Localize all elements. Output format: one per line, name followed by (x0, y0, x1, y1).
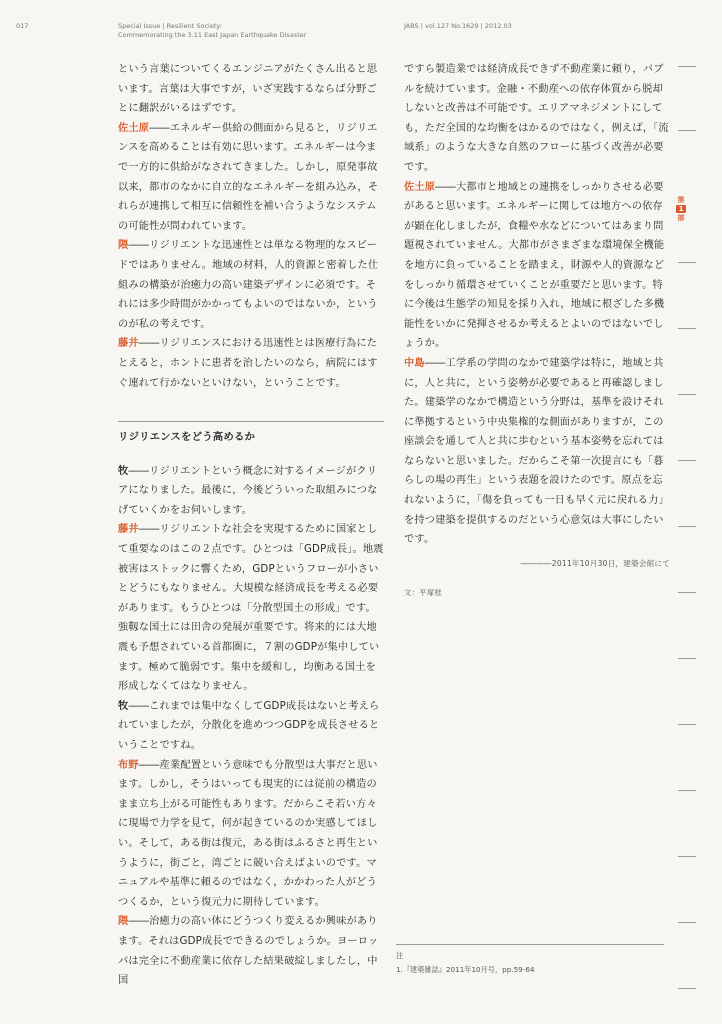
paragraph (118, 520, 384, 696)
index-tick (678, 724, 696, 725)
index-tick (678, 856, 696, 857)
paragraph (404, 178, 670, 354)
paragraph (118, 334, 384, 393)
speaker-name: 牧 (118, 465, 129, 477)
paragraph (118, 462, 384, 521)
paragraph (118, 119, 384, 237)
paragraph (118, 912, 384, 990)
speech-text: ――エネルギー供給の側面から見ると，リジリエンスを高めることは有効に思います。エネルギーは今まで一方的に供給がなされてきました。しかし，原発事故以来，都市のなかに自立的なエネルギーを組み込み，それらが連携して相互に信頼性を補い合うようなシステムの可能性が問われています。 (118, 122, 379, 232)
speaker-name: 藤井 (118, 338, 139, 350)
index-tick (678, 66, 696, 67)
section-heading: リジリエンスをどう高めるか (118, 421, 384, 448)
paragraph (118, 697, 384, 756)
speech-text: ――これまでは集中なくしてGDP成長はないと考えられていましたが，分散化を進めつつGDPを成長させるということですね。 (118, 700, 380, 751)
footnotes (396, 944, 664, 977)
chapter-prefix: 第 (677, 196, 685, 204)
speech-text: ――リジリエンスにおける迅速性とは医療行為にたとえると，ホントに患者を治したいのなら，病院にはすぐ連れて行かないといけない，ということです。 (118, 338, 378, 389)
chapter-tab (676, 196, 686, 222)
speaker-name: 佐土原 (118, 122, 150, 134)
speaker-name: 藤井 (118, 524, 139, 536)
speaker-name: 隈 (118, 916, 129, 928)
speech-text: ――治癒力の高い体にどうつくり変えるか興味があります。それはGDP成長でできるのでしょうか。ヨーロッパは完全に不動産業に依存した結果破綻しましたし，中国 (118, 916, 379, 987)
issue-title-line2: Commemorating the 3.11 East Japan Earthquake Disaster (118, 31, 307, 39)
paragraph (118, 756, 384, 913)
index-tick (678, 922, 696, 923)
paragraph (118, 236, 384, 334)
paragraph: ですら製造業では経済成長できず不動産業に頼り，バブルを続けています。金融・不動産への依存体質から脱却しないと改善は不可能です。エリアマネジメントにしても，ただ全国的な均衡をはかるのではなく，例えば，「流域系」のような大きな自然のフローに基づく改善が必要です。 (404, 64, 669, 173)
speaker-name: 隈 (118, 240, 129, 252)
paragraph (404, 354, 670, 550)
speech-text: ――リジリエントという概念に対するイメージがクリアになりました。最後に，今後どういった取組みにつなげていくかをお伺いします。 (118, 465, 378, 516)
index-tick (678, 658, 696, 659)
paragraph: という言葉についてくるエンジニアがたくさん出ると思います。言葉は大事ですが，いざ実践するならば分野ごとに翻訳がいるはずです。 (118, 64, 378, 115)
closing-note: ――――2011年10月30日，建築会館にて (520, 558, 670, 568)
index-tick (678, 988, 696, 989)
speaker-name: 佐土原 (404, 181, 436, 193)
speech-text: ――リジリエントな社会を実現するために国家として重要なのはこの２点です。ひとつは「GDP成長」。地震被害はストックに響くため，GDPというフローが小さいとどうにもなりません。大規模な経済成長を考える必要があります。もうひとつは「分散型国土の形成」です。強靱な国土には田舎の発展が重要です。将来的には大地震も予想されている首都圏に，７割のGDPが集中しています。極めて脆弱です。集中を緩和し，均衡ある国土を形成しなくてはなりません。 (118, 524, 384, 693)
chapter-number: 1 (676, 205, 686, 213)
right-column (404, 60, 670, 603)
issue-title-line1: Special Issue | Resilient Society: (118, 22, 222, 30)
footnote-item: 1.『建築雑誌』2011年10月号，pp.59-64 (396, 965, 535, 974)
footnotes-heading: 注 (396, 951, 404, 960)
issue-title (118, 22, 306, 40)
index-tick (678, 328, 696, 329)
page-number: 017 (16, 22, 29, 30)
index-tick (678, 262, 696, 263)
speaker-name: 牧 (118, 700, 129, 712)
speaker-name: 中島 (404, 357, 425, 369)
left-column (118, 60, 384, 991)
speech-text: ――工学系の学問のなかで建築学は特に，地域と共に，人と共に，という姿勢が必要であると再確認しました。建築学のなかで構造という分野は，基準を設けそれに準拠するという中央集権的な側面がありますが，この座談会を通して人と共に歩むという基本姿勢を忘れてはならないと思いました。だからこそ第一次提言にも「暮らしの場の再生」という表題を設けたのです。原点を忘れないように，「傷を負っても一日も早く元に戻れる力」を持つ建築を提供するのだという心意気は大事にしたいです。 (404, 357, 669, 546)
writer-credit: 文：平塚桂 (404, 588, 442, 598)
index-tick (678, 394, 696, 395)
index-tick (678, 592, 696, 593)
speech-text: ――産業配置という意味でも分散型は大事だと思います。しかし，そうはいっても現実的には従前の構造のまま立ち上がる可能性もあります。だからこそ若い方々に現場で力学を見て，何が起きているのか実感してほしい。そして，ある街は復元，ある街はふるさと再生というように，街ごと，湾ごとに競い合えばよいのです。マニュアルや基準に頼るのではなく，かかわった人がどうつくるか，という復元力に期待しています。 (118, 759, 378, 908)
speech-text: ――大都市と地域との連携をしっかりさせる必要があると思います。エネルギーに関しては地方への依存が顕在化しましたが，食糧や水などについてはあまり問題視されていません。大都市がさまざまな環境保全機能を地方に負っていることを踏まえ，財源や人的資源などをしっかり循環させていくことが重要だと思います。特に今後は生態学の知見を採り入れ，地域に根ざした多機能性をいかに発揮させるか考えるとよいのではないでしょうか。 (404, 181, 665, 350)
speech-text: ――リジリエントな迅速性とは単なる物理的なスピードではありません。地域の材料，人的資源と密着した仕組みの構築が治癒力の高い建築デザインに必須です。それには多少時間がかかってもよいのではないか，というのが私の考えです。 (118, 240, 379, 330)
index-tick (678, 526, 696, 527)
index-tick (678, 130, 696, 131)
index-tick (678, 460, 696, 461)
chapter-suffix: 部 (677, 214, 685, 222)
speaker-name: 布野 (118, 759, 139, 771)
journal-info: JABS | vol.127 No.1629 | 2012.03 (404, 22, 512, 30)
index-tick (678, 790, 696, 791)
